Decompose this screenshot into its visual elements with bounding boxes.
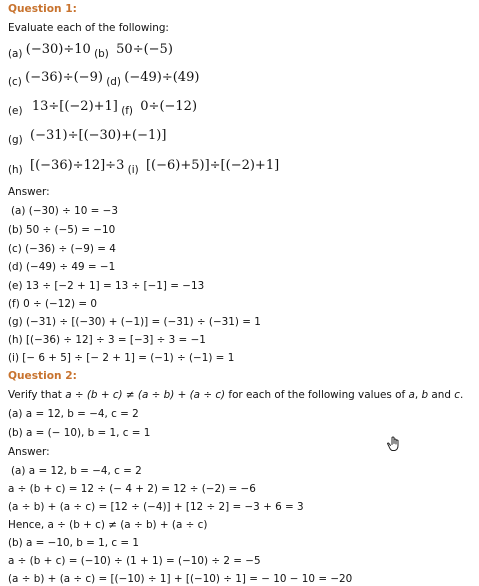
question-1-intro: Evaluate each of the following: (8, 22, 169, 34)
q2-answer-line: (a ÷ b) + (a ÷ c) = [(−10) ÷ 1] + [(−10) ÷ 1] = − 10 − 10 = −20 (8, 573, 353, 585)
part-h-expression: [(−36)÷12]÷3 (30, 158, 125, 173)
part-e-label: (e) (8, 105, 23, 117)
hand-pointer-icon (386, 436, 402, 452)
intro-text: Verify that (8, 389, 66, 401)
part-e-expression: 13÷[(−2)+1] (31, 99, 118, 114)
intro-text: . (459, 389, 464, 401)
answer-line: (i) [− 6 + 5] ÷ [− 2 + 1] = (−1) ÷ (−1) = 1 (8, 352, 235, 364)
part-f-label: (f) (121, 105, 133, 117)
part-a-label: (a) (8, 48, 23, 60)
q1-parts-row-ab (8, 43, 173, 61)
q2-answer-line: Hence, a ÷ (b + c) ≠ (a ÷ b) + (a ÷ c) (8, 519, 208, 531)
answer-line: (a) (−30) ÷ 10 = −3 (11, 205, 118, 217)
part-b-label: (b) (94, 48, 109, 60)
q2-answer-line: (b) a = −10, b = 1, c = 1 (8, 537, 139, 549)
q2-answer-line: (a) a = 12, b = −4, c = 2 (11, 465, 142, 477)
var-b: b (421, 389, 429, 401)
q1-parts-row-ef (8, 100, 197, 118)
answer-line: (e) 13 ÷ [−2 + 1] = 13 ÷ [−1] = −13 (8, 280, 205, 292)
q2-answer-line: a ÷ (b + c) = 12 ÷ (− 4 + 2) = 12 ÷ (−2) = −6 (8, 483, 256, 495)
part-c-expression: (−36)÷(−9) (25, 70, 103, 85)
part-c-label: (c) (8, 76, 22, 88)
part-a-expression: (−30)÷10 (25, 42, 91, 57)
q2-case-a: (a) a = 12, b = −4, c = 2 (8, 408, 139, 420)
part-h-label: (h) (8, 164, 23, 176)
q1-parts-row-g (8, 129, 166, 147)
question-2-heading: Question 2: (8, 370, 77, 382)
answer-line: (c) (−36) ÷ (−9) = 4 (8, 243, 116, 255)
part-d-label: (d) (106, 76, 121, 88)
q2-case-b: (b) a = (− 10), b = 1, c = 1 (8, 427, 151, 439)
answer-line: (g) (−31) ÷ [(−30) + (−1)] = (−31) ÷ (−31) = 1 (8, 316, 261, 328)
q1-parts-row-hi (8, 159, 279, 177)
answer-line: (h) [(−36) ÷ 12] ÷ 3 = [−3] ÷ 3 = −1 (8, 334, 206, 346)
part-f-expression: 0÷(−12) (140, 99, 198, 114)
part-i-label: (i) (127, 164, 139, 176)
var-c: c (454, 389, 460, 401)
q2-answer-label: Answer: (8, 446, 50, 458)
var-a: a (408, 389, 415, 401)
q1-answer-label: Answer: (8, 186, 50, 198)
q1-parts-row-cd (8, 71, 199, 89)
part-g-label: (g) (8, 134, 23, 146)
part-g-expression: (−31)÷[(−30)+(−1)] (30, 128, 167, 143)
intro-text: for each of the following values of (225, 389, 409, 401)
answer-line: (f) 0 ÷ (−12) = 0 (8, 298, 97, 310)
question-1-heading: Question 1: (8, 3, 77, 15)
part-i-expression: [(−6)+5)]÷[(−2)+1] (145, 158, 280, 173)
part-b-expression: 50÷(−5) (116, 42, 173, 57)
part-d-expression: (−49)÷(49) (124, 70, 200, 85)
intro-text: , (414, 389, 422, 401)
answer-line: (d) (−49) ÷ 49 = −1 (8, 261, 116, 273)
question-2-intro (8, 389, 463, 402)
q2-answer-line: a ÷ (b + c) = (−10) ÷ (1 + 1) = (−10) ÷ 2 = −5 (8, 555, 261, 567)
answer-line: (b) 50 ÷ (−5) = −10 (8, 224, 116, 236)
q2-answer-line: (a ÷ b) + (a ÷ c) = [12 ÷ (−4)] + [12 ÷ 2] = −3 + 6 = 3 (8, 501, 304, 513)
intro-expression: a ÷ (b + c) ≠ (a ÷ b) + (a ÷ c) (65, 389, 226, 401)
intro-text: and (428, 389, 455, 401)
